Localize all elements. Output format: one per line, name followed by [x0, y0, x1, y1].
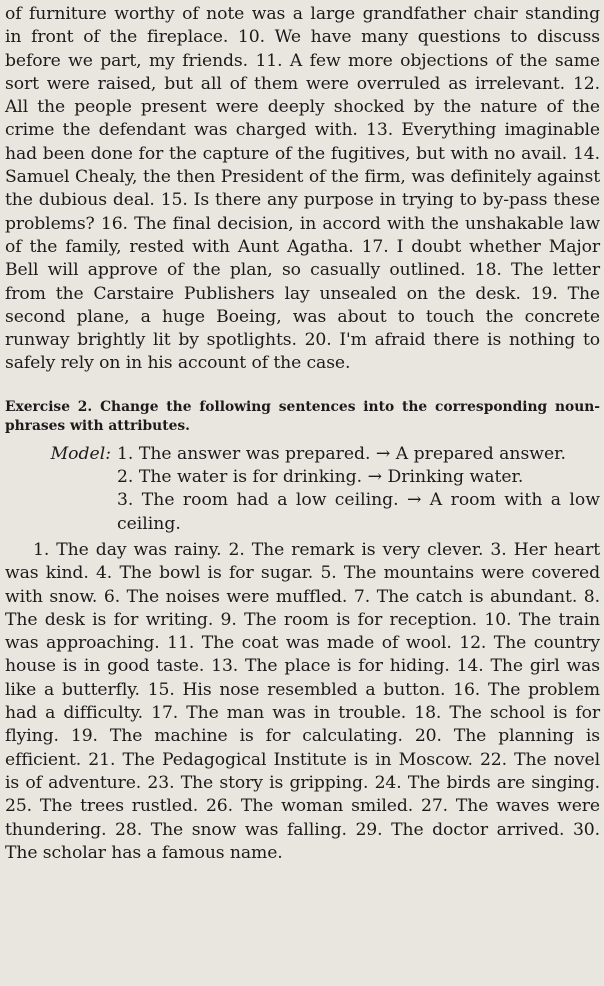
exercise-sentences: 1. The day was rainy. 2. The remark is very clever. 3. Her heart was kind. 4. The bowl is for sugar. 5. The mountains were covered with snow. 6. The noises were muffled. 7. The catch is abundant. 8. The desk is for writing. 9. The room is for reception. 10. The train was approaching. 11. The coat was made of wool. 12. The country house is in good taste. 13. The place is for hiding. 14. The girl was like a butterfly. 15. His nose resembled a button. 16. The problem had a difficulty. 17. The man was in trouble. 18. The school is for flying. 19. The machine is for calculating. 20. The planning is efficient. 21. The Pedagogical Institute is in Moscow. 22. The novel is of adventure. 23. The story is gripping. 24. The birds are singing. 25. The trees rustled. 26. The woman smiled. 27. The waves were thundering. 28. The snow was falling. 29. The doctor arrived. 30. The scholar has a famous name. — [5, 539, 600, 863]
model-example: 2. The water is for drinking. → Drinking water. — [117, 467, 524, 488]
exercise-heading — [5, 398, 600, 437]
model-row — [5, 443, 600, 466]
model-example: 3. The room had a low ceiling. → A room with a low ceiling. — [117, 490, 600, 534]
continued-paragraph: of furniture worthy of note was a large grandfather chair standing in front of the fireplace. 10. We have many questions to discuss before we part, my friends. 11. A few more objections of the same sort were raised, but all of them were overruled as irrelevant. 12. All the people present were deeply shocked by the nature of the crime the defendant was charged with. 13. Everything imaginable had been done for the capture of the fugitives, but with no avail. 14. Samuel Chealy, the then President of the firm, was definitely against the dubious deal. 15. Is there any purpose in trying to by-pass these problems? 16. The final decision, in accord with the unshakable law of the family, rested with Aunt Agatha. 17. I doubt whether Major Bell will approve of the plan, so casually outlined. 18. The letter from the Carstaire Publishers lay unsealed on the desk. 19. The second plane, a huge Boeing, was about to touch the concrete runway brightly lit by spotlights. 20. I'm afraid there is nothing to safely rely on in his account of the case. — [5, 4, 600, 374]
model-examples — [5, 443, 600, 536]
exercise-label: Exercise 2. — [5, 398, 93, 415]
model-row — [5, 489, 600, 536]
exercise-instruction: Change the following sentences into the corresponding noun-phrases with attributes. — [5, 398, 600, 435]
model-row — [5, 466, 600, 489]
model-label: Model: — [50, 443, 111, 464]
model-example: 1. The answer was prepared. → A prepared answer. — [117, 443, 566, 464]
